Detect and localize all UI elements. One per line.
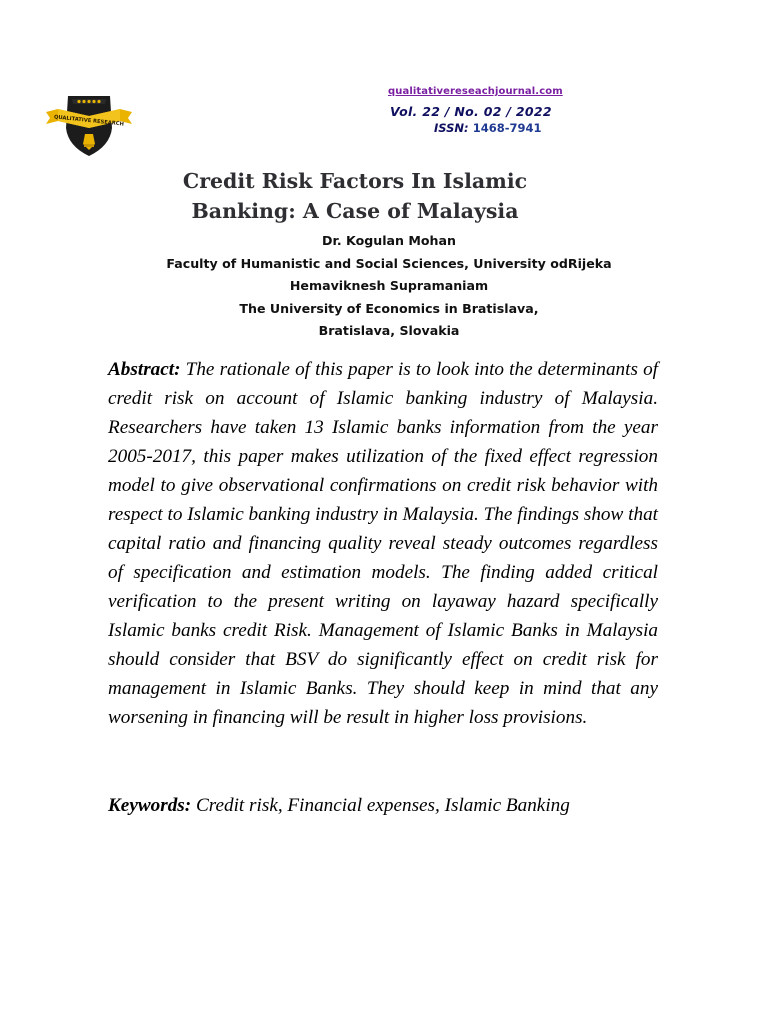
author-2-name: Hemaviknesh Supramaniam [289, 278, 489, 293]
abstract-paragraph [108, 355, 658, 732]
issn-label: ISSN: [434, 121, 469, 135]
abstract-label: Abstract: [108, 359, 181, 380]
issn-number: 1468-7941 [472, 121, 542, 135]
title-line-1: Credit Risk Factors In Islamic [182, 169, 528, 193]
journal-header [388, 86, 588, 135]
author-block [100, 230, 678, 343]
issn [434, 121, 588, 135]
title-line-2: Banking: A Case of Malaysia [191, 199, 519, 223]
keywords-label: Keywords: [108, 795, 192, 816]
author-1-affiliation: Faculty of Humanistic and Social Sciences, University odRijeka [166, 255, 612, 271]
author-1-name: Dr. Kogulan Mohan [322, 233, 456, 248]
keywords-line [108, 791, 688, 820]
volume-issue: Vol. 22 / No. 02 / 2022 [390, 104, 552, 119]
keywords-text: Credit risk, Financial expenses, Islamic Banking [195, 795, 570, 816]
abstract-text: The rationale of this paper is to look into the determinants of credit risk on account of Islamic banking industry of Malaysia. Researchers have taken 13 Islamic banks information from the year 2005-2017, this paper makes utilization of the fixed effect regression model to give observational confirmations on credit risk behavior with respect to Islamic banking industry in Malaysia. The findings show that capital ratio and financing quality reveal steady outcomes regardless of specification and estimation models. The finding added critical verification to the present writing on layaway hazard specifically Islamic banks credit Risk. Management of Islamic Banks in Malaysia should consider that BSV do significantly effect on credit risk for management in Islamic Banks. They should keep in mind that any worsening in financing will be result in higher loss provisions. [108, 359, 658, 728]
logo-ribbon-text: QUALITATIVE RESEARCH [53, 114, 125, 128]
logo-emblem-base [84, 144, 94, 147]
journal-url-link[interactable]: qualitativereseachjournal.com [388, 86, 563, 97]
paper-title [150, 166, 560, 226]
author-2-affiliation-line-1: The University of Economics in Bratislava, [239, 300, 539, 316]
author-2-affiliation-line-2: Bratislava, Slovakia [318, 323, 460, 338]
journal-logo [46, 92, 132, 158]
